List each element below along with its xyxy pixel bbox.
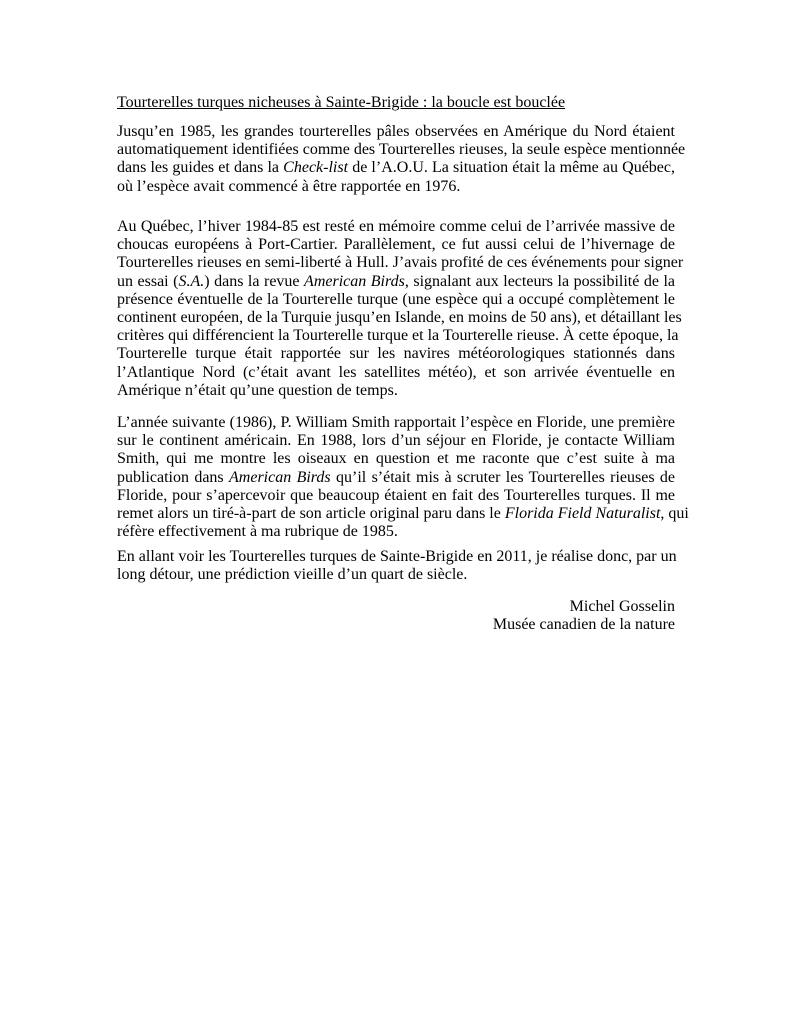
text-line	[117, 345, 675, 363]
text-segment: Amérique n’était qu’une question de temps.	[117, 381, 398, 399]
text-line	[117, 382, 675, 400]
text-segment: , qui	[660, 504, 689, 522]
text-line	[117, 523, 675, 541]
text-line	[117, 566, 675, 584]
text-line	[117, 178, 675, 196]
text-segment: où l’espèce avait commencé à être rapportée en 1976.	[117, 177, 461, 195]
italic-text: American Birds	[229, 468, 331, 486]
italic-text: Florida Field Naturalist	[504, 504, 661, 522]
text-segment: sur le continent américain. En 1988, lors d’un séjour en Floride, je contacte William	[117, 432, 675, 450]
text-segment: , signalant aux lecteurs la possibilité de la	[404, 272, 676, 290]
text-segment: Jusqu’en 1985, les grandes tourterelles pâles observées en Amérique du Nord étaient	[117, 123, 675, 140]
text-segment: de l’A.O.U. La situation était la même au Québec,	[348, 159, 676, 177]
text-line	[117, 308, 682, 327]
text-segment: Smith, qui me montre les oiseaux en question et me raconte que c’est suite à ma	[117, 450, 675, 468]
text-segment: critères qui différencient la Tourterelle turque et la Tourterelle rieuse. À cette époque, la	[117, 327, 679, 345]
paragraph-3	[117, 414, 689, 541]
italic-text: S.A.	[178, 272, 205, 290]
author-name: Michel Gosselin	[569, 598, 675, 615]
text-segment: long détour, une prédiction vieille d’un quart de siècle.	[117, 566, 468, 584]
text-line	[117, 291, 675, 309]
text-segment: qu’il s’était mis à scruter les Tourterelles rieuses de	[330, 468, 676, 486]
text-line	[117, 327, 679, 345]
text-segment: Au Québec, l’hiver 1984-85 est resté en mémoire comme celui de l’arrivée massive de	[117, 218, 675, 235]
text-segment: automatiquement identifiées comme des Tourterelles rieuses, la seule espèce mentionnée	[117, 141, 686, 159]
text-line	[117, 236, 675, 254]
text-line	[117, 218, 675, 236]
text-segment: Tourterelles rieuses en semi-liberté à Hull. J’avais profité de ces événements pour signer	[117, 254, 684, 272]
text-segment: remet alors un tiré-à-part de son article original paru dans le	[117, 504, 505, 522]
article-title: Tourterelles turques nicheuses à Sainte-Brigide : la boucle est bouclée	[117, 94, 566, 111]
author-affiliation: Musée canadien de la nature	[492, 616, 675, 634]
signature-block	[117, 598, 675, 634]
text-segment: un essai (	[117, 272, 179, 290]
text-line	[117, 450, 675, 468]
text-line	[117, 364, 675, 382]
text-line	[117, 432, 675, 450]
text-line	[117, 487, 675, 505]
text-segment: Tourterelle turque était rapportée sur les navires météorologiques stationnés dans	[117, 345, 675, 363]
text-segment: l’Atlantique Nord (c’était avant les satellites météo), et son arrivée éventuelle en	[117, 363, 675, 381]
text-line	[117, 548, 675, 566]
italic-text: American Birds	[304, 272, 405, 290]
paragraph-1	[117, 123, 686, 196]
text-segment: dans les guides et dans la	[117, 159, 284, 177]
text-segment: réfère effectivement à ma rubrique de 1985.	[117, 523, 398, 541]
text-line	[117, 273, 675, 291]
text-line	[117, 254, 684, 272]
text-segment: En allant voir les Tourterelles turques de Sainte-Brigide en 2011, je réalise donc, par un	[117, 548, 677, 565]
italic-text: Check-list	[283, 159, 349, 177]
text-line	[117, 504, 689, 523]
text-segment: Floride, pour s’apercevoir que beaucoup étaient en fait des Tourterelles turques. Il me	[117, 486, 675, 504]
paragraph-2	[117, 218, 684, 400]
text-segment: continent européen, de la Turquie jusqu’en Islande, en moins de 50 ans), et détaillant les	[117, 308, 682, 326]
text-segment: ) dans la revue	[204, 272, 305, 290]
paragraph-4	[117, 548, 675, 584]
text-segment: L’année suivante (1986), P. William Smith rapportait l’espèce en Floride, une première	[117, 414, 675, 431]
text-line	[117, 414, 675, 432]
text-line	[117, 159, 675, 177]
text-line	[117, 469, 675, 487]
text-line	[117, 123, 675, 141]
text-line	[117, 141, 686, 159]
text-segment: présence éventuelle de la Tourterelle turque (une espèce qui a occupé complètement le	[117, 290, 675, 308]
text-segment: publication dans	[117, 468, 230, 486]
text-segment: choucas européens à Port-Cartier. Parallèlement, ce fut aussi celui de l’hivernage de	[117, 236, 675, 254]
